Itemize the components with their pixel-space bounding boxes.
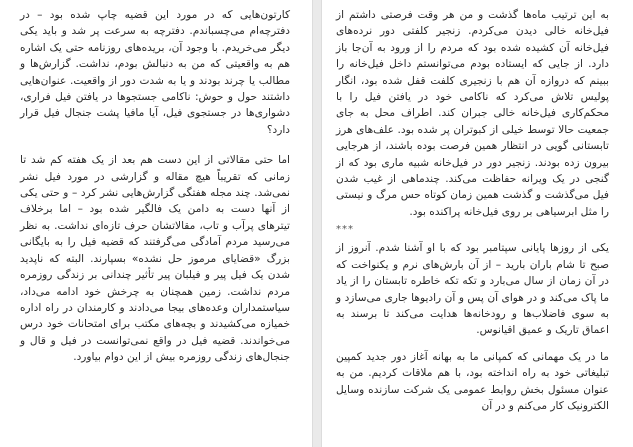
right-page — [321, 0, 633, 447]
right-page-text — [336, 7, 609, 414]
right-paragraph-1: به این ترتیب ماه‌ها گذشت و من هر وقت فرصتی داشتم از فیل‌خانه خالی دیدن می‌کردم. زنجیر کلفتی دور نرده‌های فیل‌خانه آن کشیده شده بود که مردم را از ورود به آن‌جا باز دارد. از جایی که ایستاده بودم می‌توانستم داخل فیل‌خانه را ببینم که دروازه آن هم با زنجیری کلفت قفل شده بود، انگار پولیس تلاش می‌کرد که ناکامی خود در یافتن فیل را با محکم‌کاری فیل‌خانه خالی جبران کند. اطراف محل به جای جمعیت حالا توسط خیلی از کبوتران پر شده بود. علف‌های هرز تابستانی گویی در انتظار همین فرصت بوده باشند، از هرجایی بیرون زده بودند. زنجیر دور در فیل‌خانه شبیه ماری بود که از گنجی در یک ویرانه حفاظت می‌کند. چندماهی از غیب شدن فیل می‌گذشت و گذشت همین زمان کوتاه حس مرگ و نیستی را مثل ابرسیاهی بر روی فیل‌خانه پراکنده بود. — [336, 9, 609, 218]
section-separator: *** — [336, 224, 354, 236]
right-paragraph-3: ما در یک مهمانی که کمپانی ما به بهانه آغاز دور جدید کمپین تبلیغاتی خود به راه انداخته بود، با هم ملاقات کردیم. من به عنوان مسئول بخش روابط عمومی یک شرکت سازنده وسایل الکترونیک کار می‌کنم و در آن — [336, 350, 609, 412]
left-paragraph-1: کارتون‌هایی که در مورد این قضیه چاپ شده بود – در دفترچه‌ام می‌چسباندم. دفترچه به سرعت پر شد و باید یکی دیگر می‌خریدم. با وجود آن، بریده‌های روزنامه حتی یک اشاره هم به واقعیتی که من به دنبالش بودم، نداشت. گزارش‌ها و مطالب یا چرند بودند و یا به شدت دور از واقعیت. عنوان‌هایی داشتند حول و حوش: ناکامی جستجوها در یافتن فیل فراری، دشواری‌ها در جستجوی فیل، آیا مافیا پشت جنجال فیل قرار دارد؟ — [20, 9, 290, 136]
left-paragraph-2: اما حتی مقالاتی از این دست هم بعد از یک هفته کم شد تا زمانی که تقریباً هیچ مقاله و گزارشی در مورد فیل نشر نمی‌شد. چند مجله هفتگی گزارش‌هایی نشر کرد – و حتی یکی از آنها دست به دامن یک فالگیر شده بود – اما برخلاف تیترهای پرآب و تاب، مقالاتشان حرف تازه‌ای نداشت. به نظر می‌رسید مردم آمادگی می‌گرفتند که قضیه فیل را به بایگانی بزرگ «قضایای مرموز حل نشده» بسپارند. البته که ناپدید شدن یک فیل پیر و فیلبان پیر تأثیر چندانی بر زندگی روزمره مردم نداشت. زمین همچنان به چرخش خود ادامه می‌داد، سیاستمداران وعده‌های بیجا می‌دادند و کارمندان در راه اداره خمیازه می‌کشیدند و بچه‌های مکتب برای امتحانات خود درس می‌خواندند. قضیه فیل در واقع نمی‌توانست در فیل و قال و جنجال‌های زندگی روزمره بیش از این دوام بیاورد. — [20, 154, 290, 364]
left-page — [0, 0, 313, 447]
left-page-text — [20, 7, 290, 366]
right-paragraph-2: یکی از روزها پایانی سپتامبر بود که با او آشنا شدم. آنروز از صبح تا شام باران بارید – از آن بارش‌های نرم و یکنواخت که در آن زمان از سال می‌بارد و تکه تکه خاطره تابستان را از یاد ما پاک می‌کند و در هوای آن پس و آن رادیوها جاری می‌سازد و به سوی فاضلاب‌ها و رودخانه‌ها هدایت می‌کند تا برسند به اعماق تاریک و عمیق اقیانوس. — [336, 242, 609, 337]
